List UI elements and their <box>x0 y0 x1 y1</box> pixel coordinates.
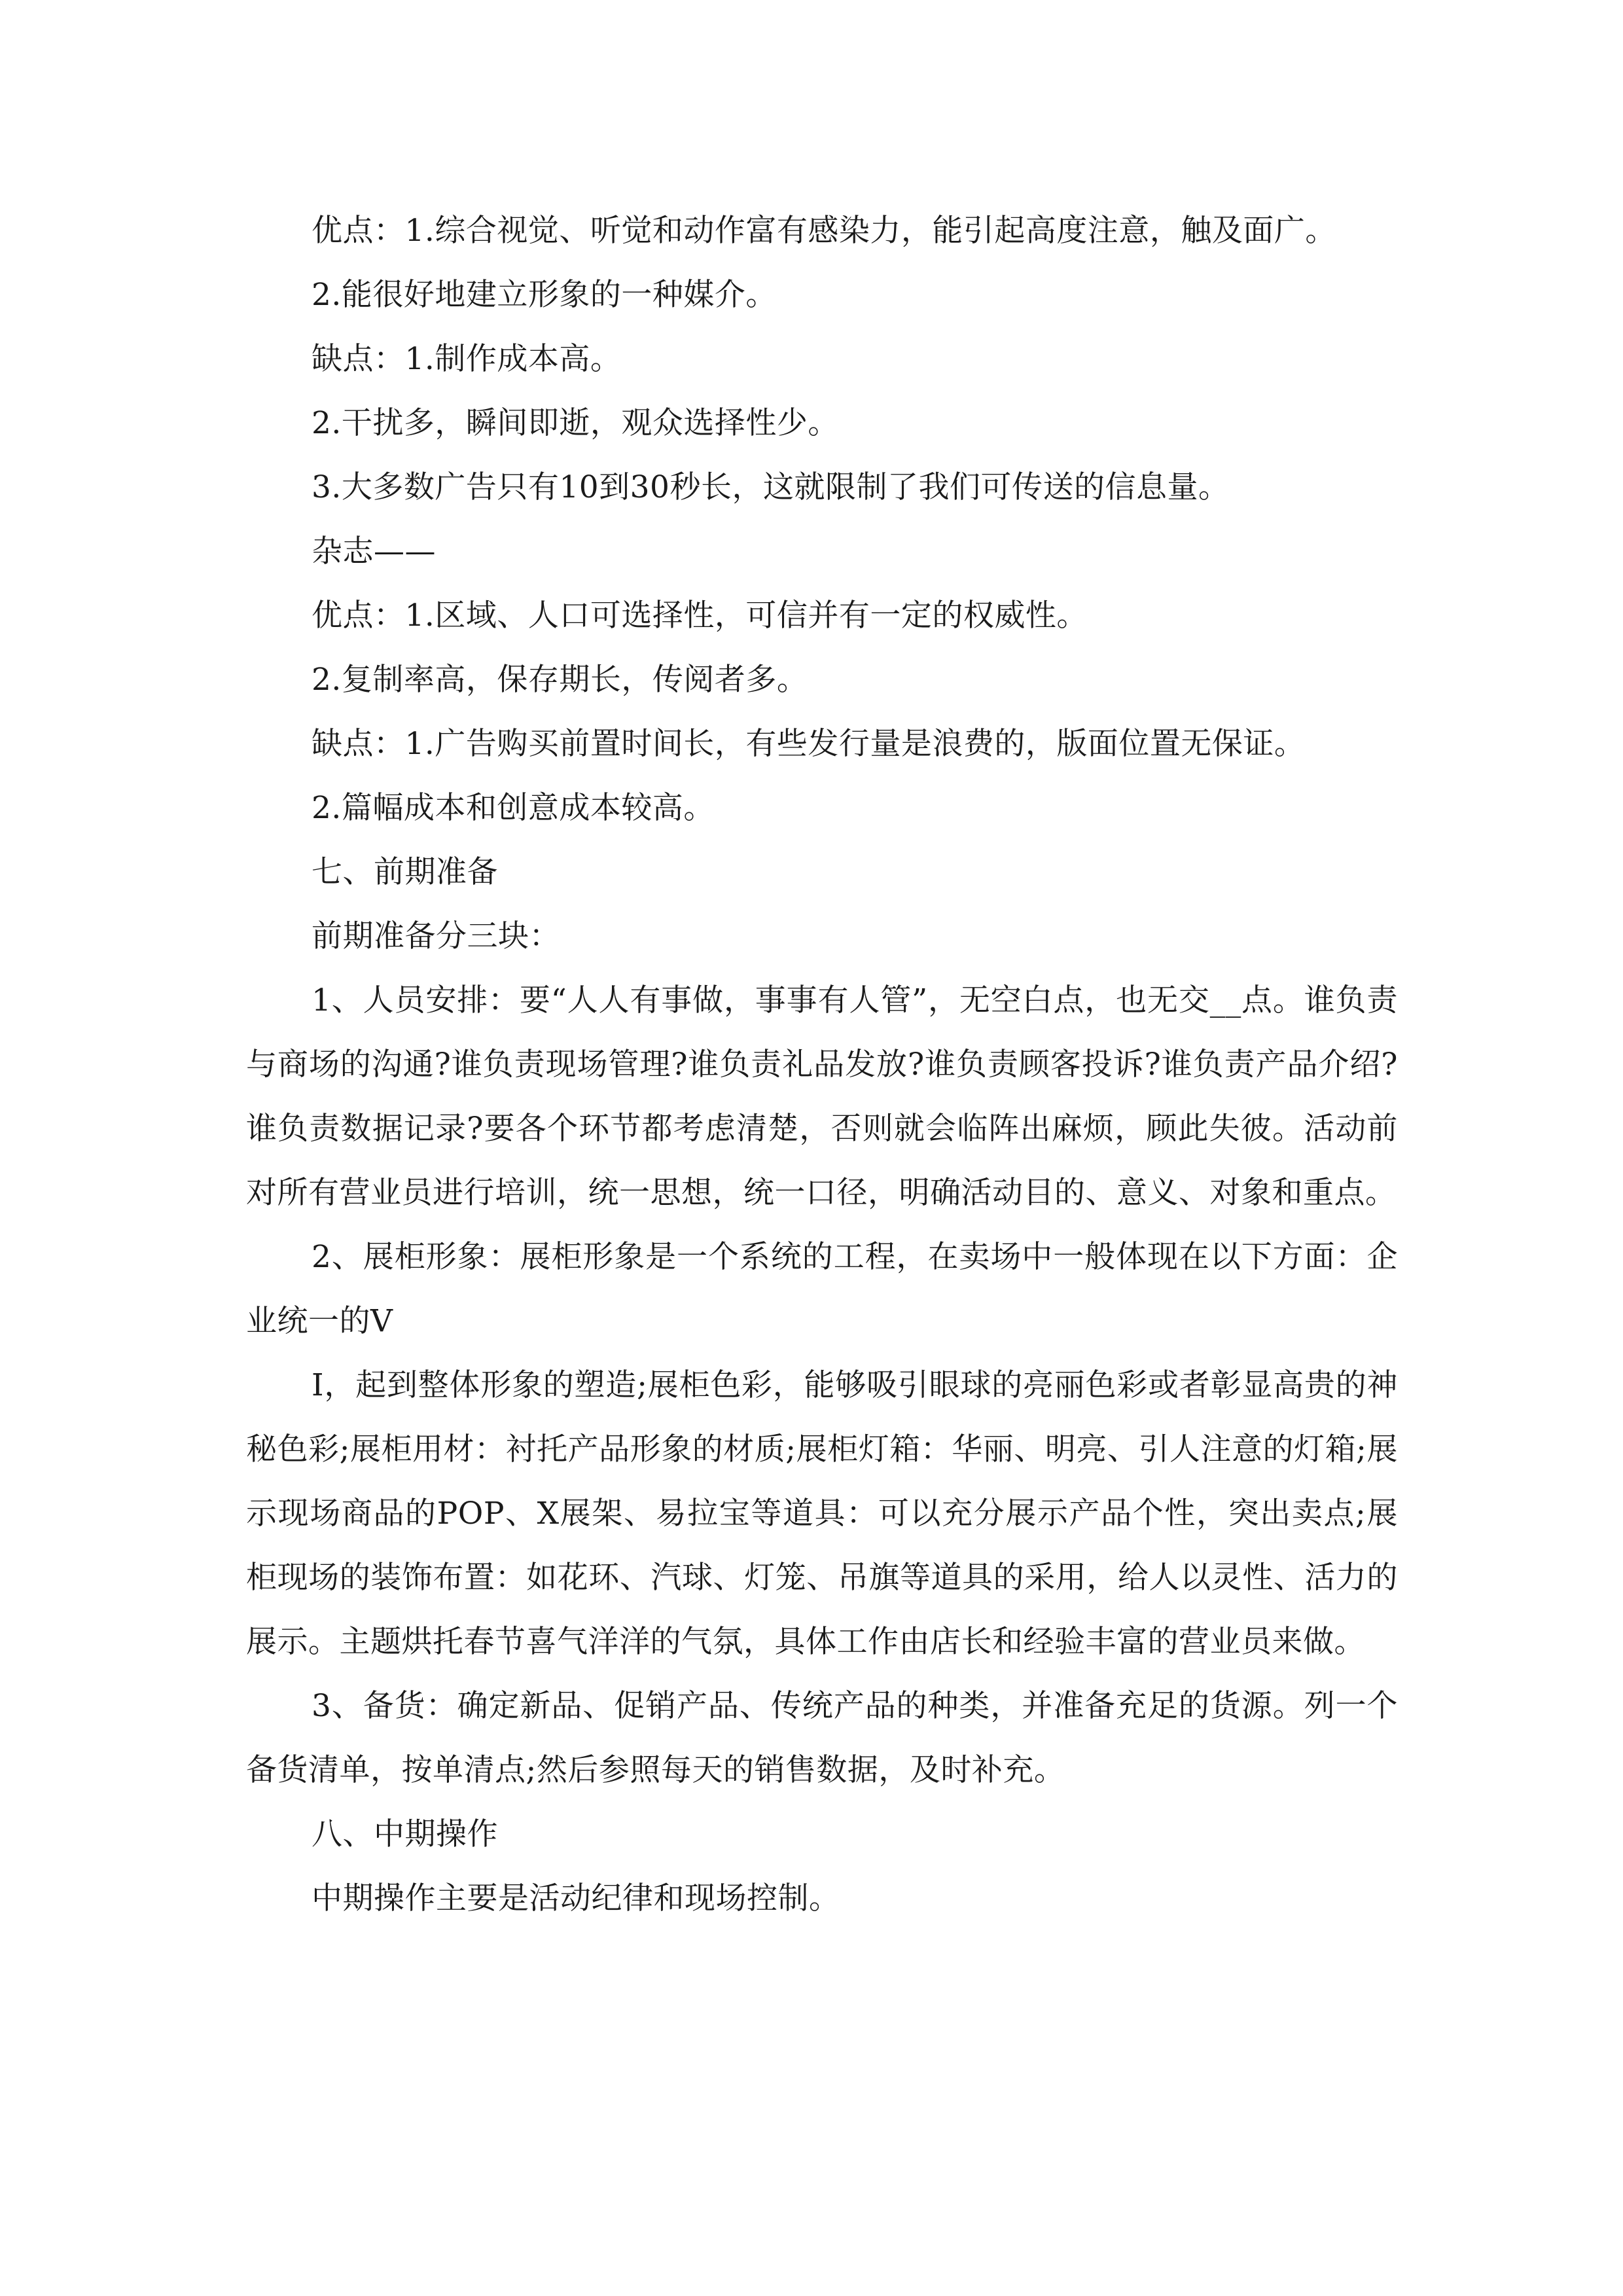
text-line: 优点：1.区域、人口可选择性，可信并有一定的权威性。 <box>312 598 1088 634</box>
text-line: 2.干扰多，瞬间即逝，观众选择性少。 <box>312 405 839 441</box>
paragraph-staffing: 1、人员安排：要“人人有事做，事事有人管”，无空白点，也无交__点。谁负责与商场的沟通?谁负责现场管理?谁负责礼品发放?谁负责顾客投诉?谁负责产品介绍?谁负责数据记录?要各个环节都考虑清楚，否则就会临阵出麻烦，顾此失彼。活动前对所有营业员进行培训，统一思想，统一口径，明确活动目的、意义、对象和重点。 <box>246 982 1398 1211</box>
text-line: 缺点：1.广告购买前置时间长，有些发行量是浪费的，版面位置无保证。 <box>312 726 1306 762</box>
paragraph-stocking: 3、备货：确定新品、促销产品、传统产品的种类，并准备充足的货源。列一个备货清单，按单清点;然后参照每天的销售数据，及时补充。 <box>246 1688 1398 1788</box>
text-line: 2.篇幅成本和创意成本较高。 <box>312 790 715 826</box>
document-body <box>246 199 1398 1931</box>
text-line: 前期准备分三块： <box>312 918 560 954</box>
text-line: 2.能很好地建立形象的一种媒介。 <box>312 277 777 313</box>
section-label-magazine: 杂志—— <box>312 533 436 569</box>
text-line: 中期操作主要是活动纪律和现场控制。 <box>312 1880 840 1916</box>
text-line: 2.复制率高，保存期长，传阅者多。 <box>312 662 808 698</box>
text-line: 缺点：1.制作成本高。 <box>312 341 622 377</box>
section-heading-midterm: 八、中期操作 <box>312 1816 498 1852</box>
text-line: 优点：1.综合视觉、听觉和动作富有感染力，能引起高度注意，触及面广。 <box>312 213 1336 249</box>
section-heading-preparation: 七、前期准备 <box>312 854 498 890</box>
text-line: 3.大多数广告只有10到30秒长，这就限制了我们可传送的信息量。 <box>312 469 1230 505</box>
paragraph-display-details: I，起到整体形象的塑造;展柜色彩，能够吸引眼球的亮丽色彩或者彰显高贵的神秘色彩;展柜用材：衬托产品形象的材质;展柜灯箱：华丽、明亮、引人注意的灯箱;展示现场商品的POP、X展架、易拉宝等道具：可以充分展示产品个性，突出卖点;展柜现场的装饰布置：如花环、汽球、灯笼、吊旗等道具的采用，给人以灵性、活力的展示。主题烘托春节喜气洋洋的气氛，具体工作由店长和经验丰富的营业员来做。 <box>246 1367 1398 1660</box>
paragraph-display-counter: 2、展柜形象：展柜形象是一个系统的工程，在卖场中一般体现在以下方面：企业统一的V <box>246 1239 1398 1339</box>
